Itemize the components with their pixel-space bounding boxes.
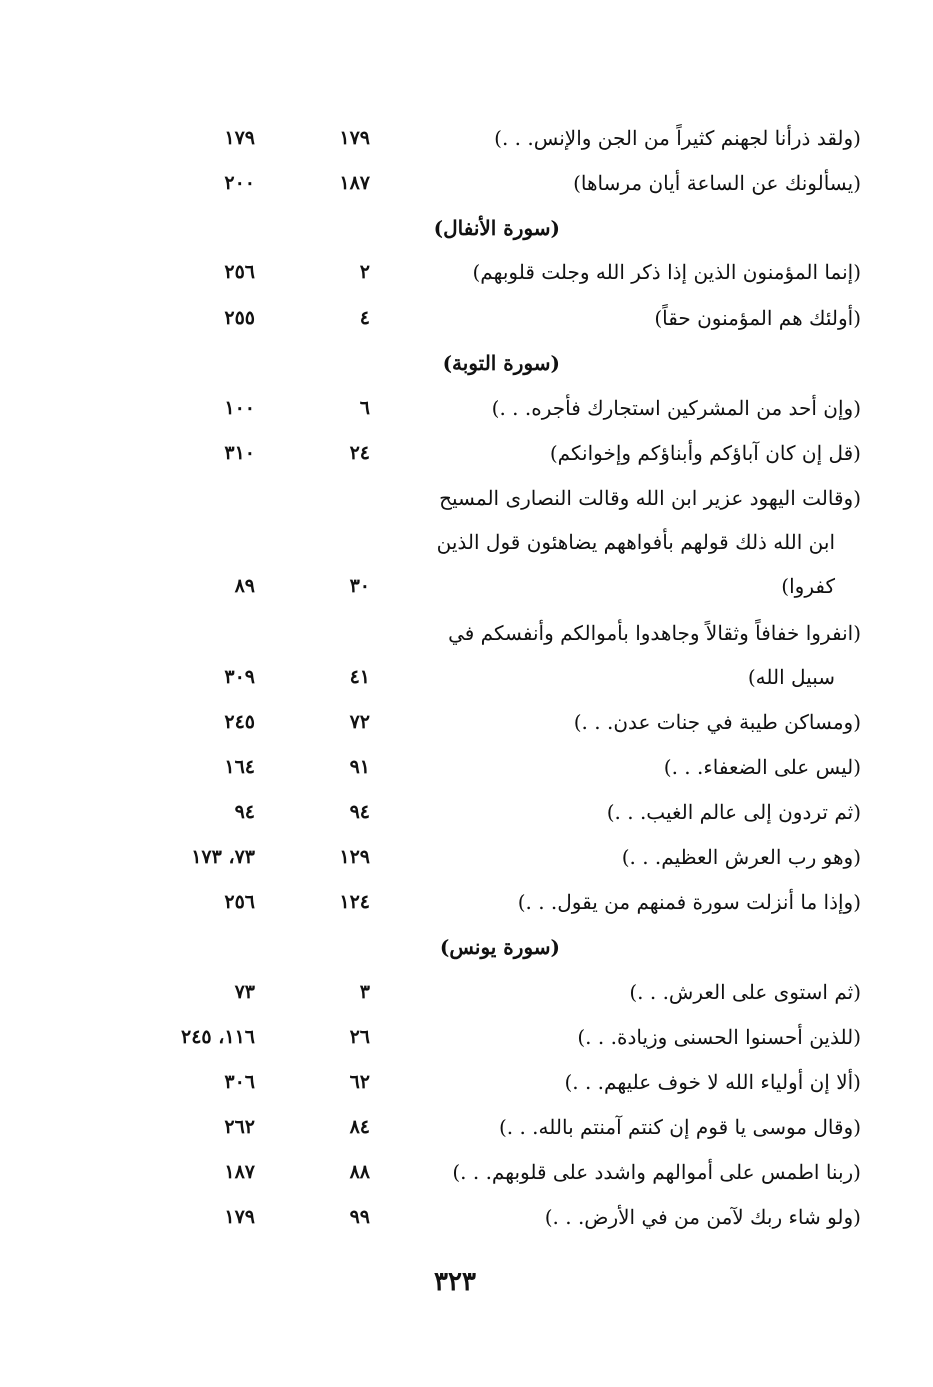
ayah-number: ٣٠ (349, 575, 370, 597)
page-reference: ٧٣ (234, 981, 255, 1003)
verse-text (391, 970, 861, 1014)
verse-text (391, 161, 861, 205)
surah-heading: (سورة يونس) (439, 935, 560, 959)
index-entry-row (0, 970, 933, 1014)
verse-text (391, 835, 861, 879)
verse-text (391, 250, 861, 294)
index-entry-row (0, 1060, 933, 1104)
page-reference: ١٧٩ (224, 1206, 255, 1228)
verse-text (391, 1015, 861, 1059)
verse-text (391, 745, 861, 789)
index-entry-row (0, 1150, 933, 1194)
ayah-number: ٦٢ (349, 1071, 370, 1093)
page-reference: ١٦٤ (224, 756, 255, 778)
verse-text (391, 386, 861, 430)
index-entry-row (0, 1015, 933, 1059)
ayah-number: ٢٦ (349, 1026, 370, 1048)
ayah-number: ٩٩ (349, 1206, 370, 1228)
verse-line: (قل إن كان آباؤكم وأبناؤكم وإخوانكم) (549, 441, 861, 465)
verse-text (391, 1150, 861, 1194)
verse-text (391, 700, 861, 744)
ayah-number: ٧٢ (349, 711, 370, 733)
verse-line: كفروا) (781, 574, 835, 598)
ayah-number: ٦ (359, 397, 370, 419)
ayah-number: ٣ (359, 981, 370, 1003)
index-entry-row (0, 116, 933, 160)
page-reference: ٢٤٥ (224, 711, 255, 733)
page-reference: ٢٥٥ (224, 307, 255, 329)
verse-line: (إنما المؤمنون الذين إذا ذكر الله وجلت قلوبهم) (472, 260, 861, 284)
ayah-number: ٤ (359, 307, 370, 329)
verse-line: (ليس على الضعفاء. . .) (663, 755, 861, 779)
verse-line: (أولئك هم المؤمنون حقاً) (654, 306, 861, 330)
surah-heading-row (0, 925, 933, 969)
index-entry-row (0, 745, 933, 789)
index-entry-row (0, 296, 933, 340)
page-reference: ٢٥٦ (224, 891, 255, 913)
verse-text (391, 476, 861, 608)
verse-text (391, 1105, 861, 1149)
index-entry-row (0, 1195, 933, 1239)
ayah-number: ٢٤ (349, 442, 370, 464)
index-entry-row (0, 386, 933, 430)
verse-line: (ولو شاء ربك لآمن من في الأرض. . .) (544, 1205, 861, 1229)
index-entry-row (0, 880, 933, 924)
verse-line: (وإذا ما أنزلت سورة فمنهم من يقول. . .) (517, 890, 861, 914)
page-number: ٣٢٣ (434, 1267, 476, 1297)
page-reference: ٣٠٩ (224, 666, 255, 688)
verse-line: (ثم تردون إلى عالم الغيب. . .) (606, 800, 861, 824)
ayah-number: ١٨٧ (339, 172, 370, 194)
index-entry-row (0, 611, 933, 699)
ayah-number: ٨٤ (349, 1116, 370, 1138)
ayah-number: ١٢٤ (339, 891, 370, 913)
verse-line: (ربنا اطمس على أموالهم واشدد على قلوبهم. . .) (452, 1160, 861, 1184)
verse-text (391, 790, 861, 834)
verse-text (391, 611, 861, 699)
verse-text (391, 431, 861, 475)
page-reference: ١١٦، ٢٤٥ (181, 1026, 255, 1048)
verse-line: (وإن أحد من المشركين استجارك فأجره. . .) (491, 396, 861, 420)
page-reference: ١٠٠ (224, 397, 255, 419)
verse-line: (ألا إن أولياء الله لا خوف عليهم. . .) (564, 1070, 861, 1094)
page-reference: ٣١٠ (224, 442, 255, 464)
verse-text (391, 1060, 861, 1104)
verse-line: (للذين أحسنوا الحسنى وزيادة. . .) (577, 1025, 861, 1049)
verse-line: (وقال موسى يا قوم إن كنتم آمنتم بالله. . .) (498, 1115, 861, 1139)
verse-line: (ولقد ذرأنا لجهنم كثيراً من الجن والإنس. . .) (494, 126, 861, 150)
ayah-number: ٩١ (349, 756, 370, 778)
verse-line: (انفروا خفافاً وثقالاً وجاهدوا بأموالكم وأنفسكم في (448, 621, 861, 645)
page-reference: ٨٩ (234, 575, 255, 597)
surah-heading: (سورة الأنفال) (433, 216, 560, 240)
verse-line: سبيل الله) (747, 665, 835, 689)
verse-text (391, 1195, 861, 1239)
page-reference: ٣٠٦ (224, 1071, 255, 1093)
index-entry-row (0, 161, 933, 205)
verse-line: (يسألونك عن الساعة أيان مرساها) (573, 171, 861, 195)
index-entry-row (0, 835, 933, 879)
index-entry-row (0, 431, 933, 475)
verse-line: (وهو رب العرش العظيم. . .) (621, 845, 861, 869)
page-reference: ٢٠٠ (224, 172, 255, 194)
surah-heading-row (0, 206, 933, 250)
page-reference: ٢٥٦ (224, 261, 255, 283)
ayah-number: ٢ (359, 261, 370, 283)
ayah-number: ١٢٩ (339, 846, 370, 868)
surah-heading: (سورة التوبة) (442, 351, 560, 375)
verse-line: (ثم استوى على العرش. . .) (629, 980, 861, 1004)
verse-text (391, 116, 861, 160)
surah-heading-row (0, 341, 933, 385)
index-entry-row (0, 790, 933, 834)
index-entry-row (0, 476, 933, 608)
ayah-number: ٩٤ (349, 801, 370, 823)
verse-text (391, 880, 861, 924)
index-entry-row (0, 700, 933, 744)
ayah-number: ٤١ (349, 666, 370, 688)
index-entry-row (0, 1105, 933, 1149)
ayah-number: ١٧٩ (339, 127, 370, 149)
verse-text (391, 296, 861, 340)
page-reference: ٩٤ (234, 801, 255, 823)
page-reference: ١٨٧ (224, 1161, 255, 1183)
page-reference: ٧٣، ١٧٣ (191, 846, 255, 868)
verse-line: ابن الله ذلك قولهم بأفواههم يضاهئون قول الذين (436, 530, 835, 554)
ayah-number: ٨٨ (349, 1161, 370, 1183)
verse-line: (وقالت اليهود عزير ابن الله وقالت النصارى المسيح (439, 486, 861, 510)
verse-line: (ومساكن طيبة في جنات عدن. . .) (573, 710, 861, 734)
index-entry-row (0, 250, 933, 294)
page-reference: ١٧٩ (224, 127, 255, 149)
page-reference: ٢٦٢ (224, 1116, 255, 1138)
